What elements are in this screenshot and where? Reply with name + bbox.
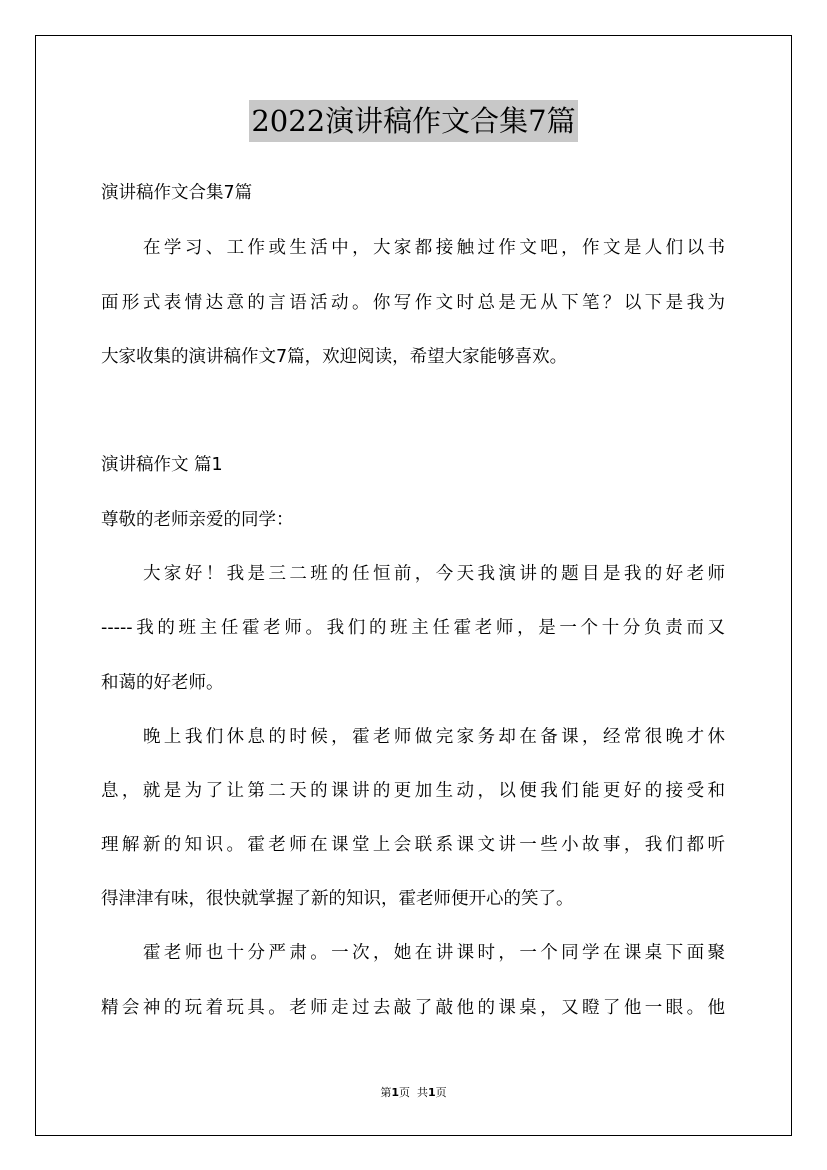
footer-total-number: 1 (428, 1086, 436, 1099)
footer-page-prefix: 第 (380, 1086, 392, 1099)
para1-line-1: 大家好！我是三二班的任恒前，今天我演讲的题目是我的好老师 (143, 564, 725, 584)
salutation: 尊敬的老师亲爱的同学： (101, 510, 294, 530)
para2-line-2: 息，就是为了让第二天的课讲的更加生动，以便我们能更好的接受和 (101, 781, 725, 801)
para2-line-3: 理解新的知识。霍老师在课堂上会联系课文讲一些小故事，我们都听 (101, 835, 725, 855)
footer-page-number: 1 (391, 1086, 399, 1099)
para3-line-1: 霍老师也十分严肃。一次，她在讲课时，一个同学在课桌下面聚 (143, 943, 725, 963)
page-footer (0, 1084, 827, 1100)
footer-total-prefix: 共 (417, 1086, 428, 1099)
para2-line-4: 得津津有味，很快就掌握了新的知识，霍老师便开心的笑了。 (101, 889, 574, 909)
intro-line-3: 大家收集的演讲稿作文7篇，欢迎阅读，希望大家能够喜欢。 (101, 347, 568, 367)
document-title-text: 2022演讲稿作文合集7篇 (249, 100, 577, 142)
document-title (0, 100, 827, 142)
section-heading: 演讲稿作文 篇1 (101, 455, 223, 475)
intro-line-2: 面形式表情达意的言语活动。你写作文时总是无从下笔？以下是我为 (101, 293, 725, 313)
para1-line-2: -----我的班主任霍老师。我们的班主任霍老师，是一个十分负责而又 (101, 618, 725, 638)
footer-total-suffix: 页 (435, 1086, 447, 1099)
document-subtitle: 演讲稿作文合集7篇 (101, 183, 253, 203)
para1-line-3: 和蔼的好老师。 (101, 673, 224, 693)
intro-line-1: 在学习、工作或生活中，大家都接触过作文吧，作文是人们以书 (143, 238, 725, 258)
para2-line-1: 晚上我们休息的时候，霍老师做完家务却在备课，经常很晚才休 (143, 727, 725, 747)
footer-page-suffix: 页 (399, 1086, 410, 1099)
para3-line-2: 精会神的玩着玩具。老师走过去敲了敲他的课桌，又瞪了他一眼。他 (101, 998, 725, 1018)
